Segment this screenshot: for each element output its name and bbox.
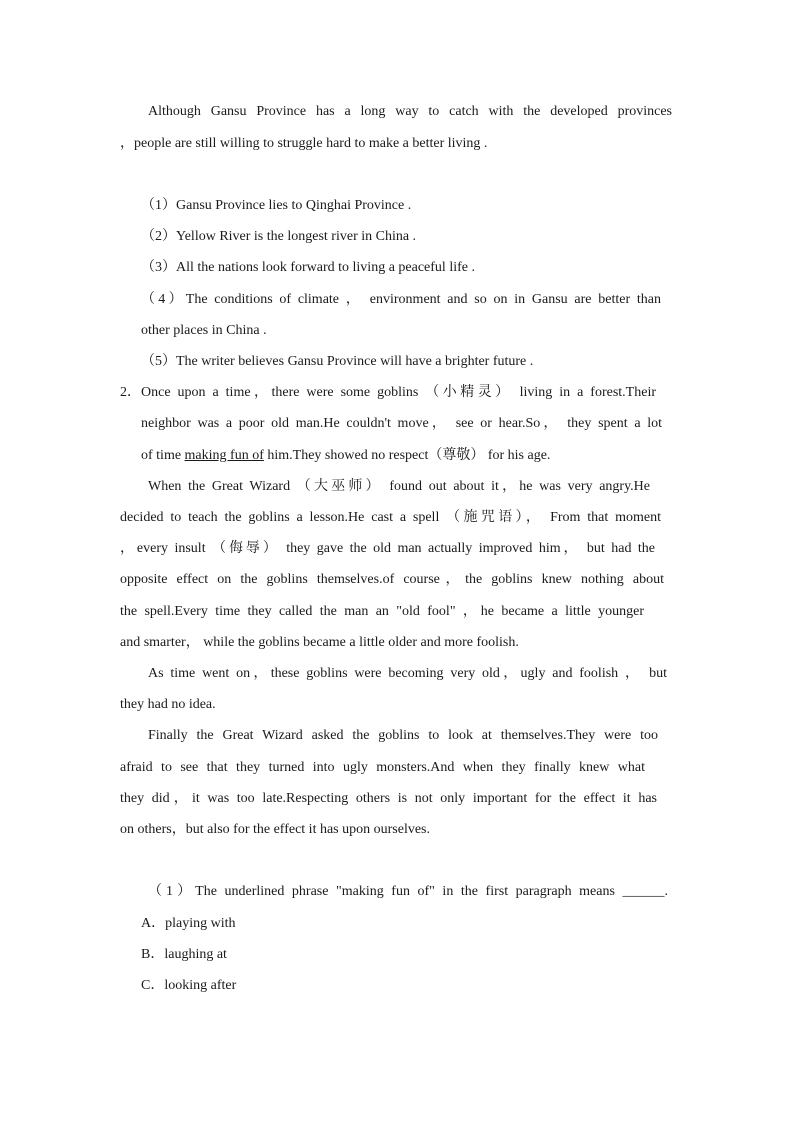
question-number: 2． (120, 385, 141, 400)
statement-5: （5）The writer believes Gansu Province will have a brighter future . (141, 354, 534, 369)
passage-line: the spell.Every time they called the man an "old fool" ，he became a little younger (120, 604, 644, 619)
passage-line: afraid to see that they turned into ugly monsters.And when they finally knew what (120, 760, 645, 775)
passage-line: neighbor was a poor old man.He couldn't move， see or hear.So， they spent a lot (141, 416, 662, 431)
statement-1: （1）Gansu Province lies to Qinghai Province . (141, 198, 412, 213)
statement-3: （3）All the nations look forward to living a peaceful life . (141, 260, 475, 275)
passage-line: decided to teach the goblins a lesson.He cast a spell （施咒语）， From that moment (120, 510, 661, 525)
statement-4-cont: other places in China . (141, 323, 267, 338)
passage-line: When the Great Wizard （大巫师） found out about it，he was very angry.He (148, 479, 650, 494)
option-c: C．looking after (141, 978, 237, 993)
passage-line: Once upon a time，there were some goblins （小精灵） living in a forest.Their (141, 385, 656, 400)
passage-line: Finally the Great Wizard asked the goblins to look at themselves.They were too (148, 728, 658, 743)
option-a: A．playing with (141, 916, 236, 931)
option-b: B．laughing at (141, 947, 227, 962)
passage-line: ，people are still willing to struggle hard to make a better living . (120, 136, 488, 151)
passage-line: opposite effect on the goblins themselves.of course，the goblins knew nothing about (120, 572, 664, 587)
passage-line: on others，but also for the effect it has upon ourselves. (120, 822, 431, 837)
passage-line: of time making fun of him.They showed no respect（尊敬） for his age. (141, 448, 551, 463)
passage-line: they did，it was too late.Respecting others is not only important for the effect it has (120, 791, 657, 806)
passage-line: Although Gansu Province has a long way to catch with the developed provinces (148, 104, 672, 119)
statement-2: （2）Yellow River is the longest river in China . (141, 229, 417, 244)
sub-question-1: （1）The underlined phrase "making fun of" in the first paragraph means ______. (148, 884, 668, 899)
passage-line: ，every insult （侮辱） they gave the old man actually improved him， but had the (120, 541, 655, 556)
passage-line: they had no idea. (120, 697, 216, 712)
passage-line: As time went on，these goblins were becoming very old，ugly and foolish ， but (148, 666, 667, 681)
statement-4: （4）The conditions of climate ， environment and so on in Gansu are better than (141, 292, 662, 307)
passage-line: and smarter， while the goblins became a little older and more foolish. (120, 635, 519, 650)
underlined-phrase: making fun of (184, 448, 264, 463)
